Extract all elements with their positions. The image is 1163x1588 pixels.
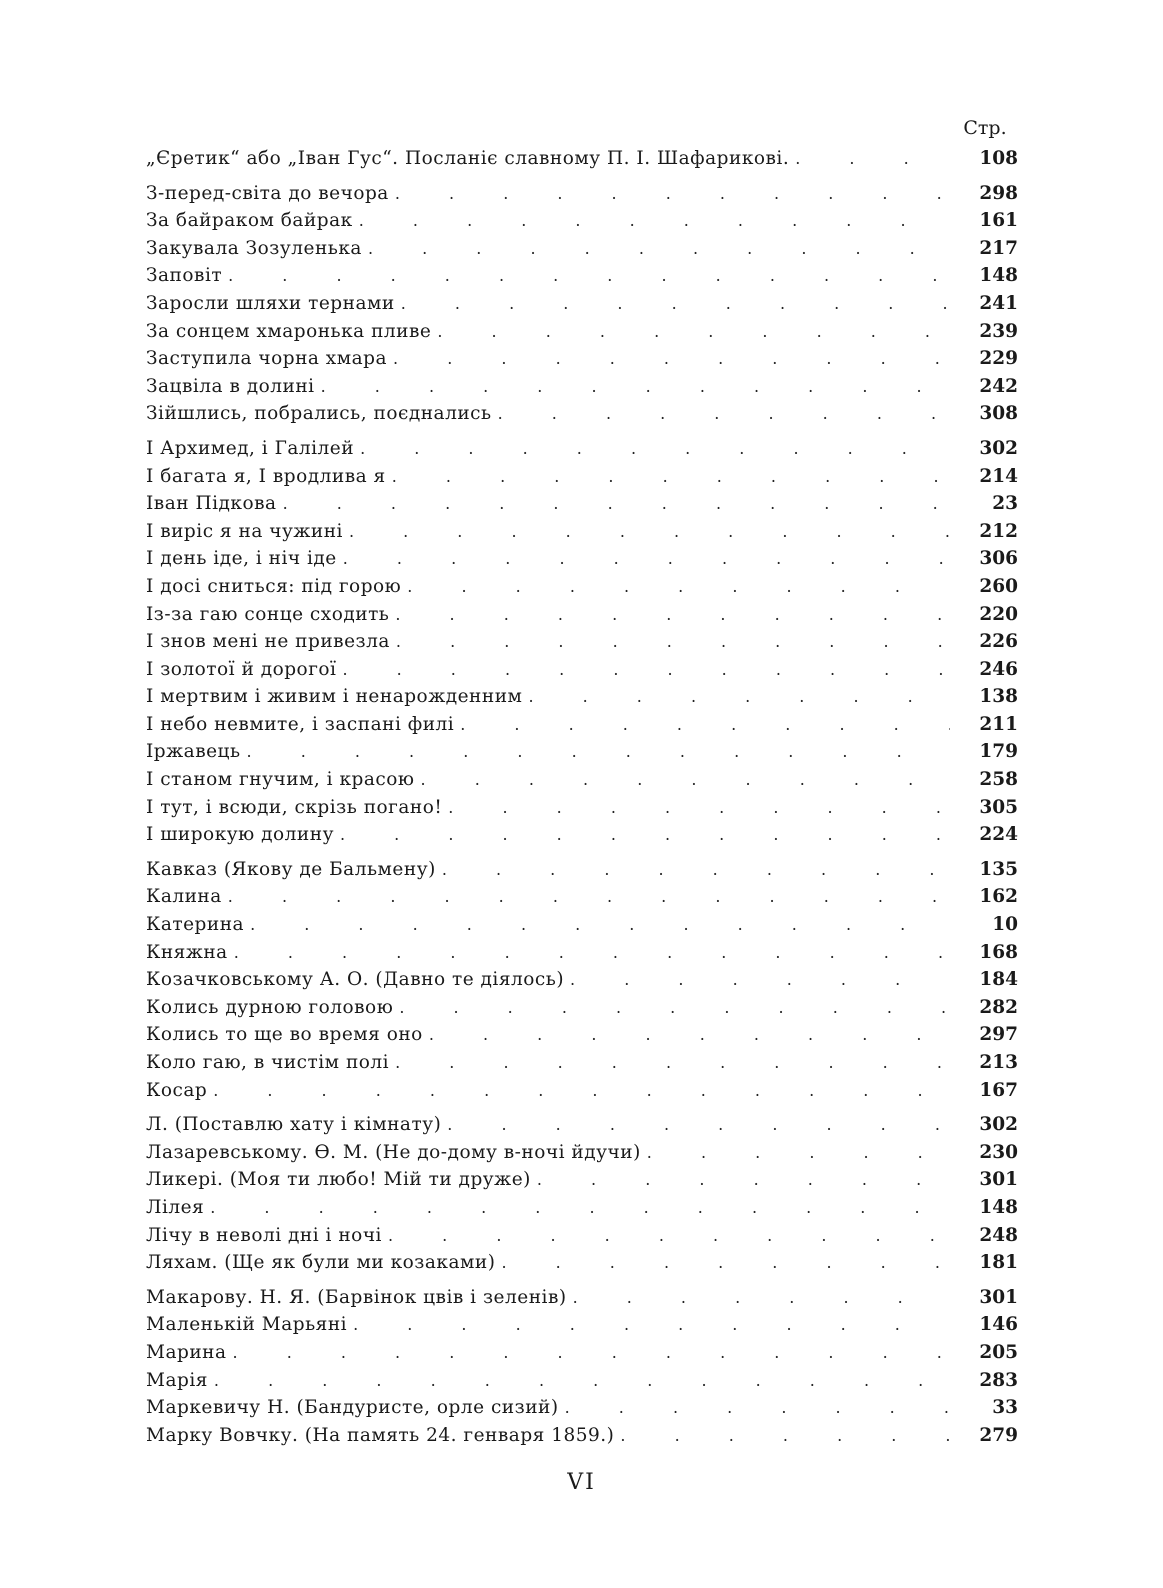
toc-entry-title: Закувала Зозуленька	[146, 237, 362, 259]
toc-entry	[146, 376, 1018, 404]
toc-entry	[146, 797, 1018, 825]
toc-entry-title: Заступила чорна хмара	[146, 348, 388, 370]
toc-entry-title: І день іде, і ніч іде	[146, 548, 337, 570]
toc-entry	[146, 769, 1018, 797]
toc-entry	[146, 183, 1018, 211]
dot-leader	[214, 1371, 950, 1390]
toc-entry	[146, 604, 1018, 632]
toc-entry	[146, 741, 1018, 769]
toc-entry-title: Кавказ (Якову де Бальмену)	[146, 858, 436, 880]
toc-entry-page: 230	[979, 1141, 1018, 1163]
dot-leader	[395, 1053, 950, 1072]
toc-entry	[146, 493, 1018, 521]
toc-entry-page: 302	[979, 437, 1018, 459]
toc-entry-title: Косар	[146, 1079, 208, 1101]
dot-leader	[210, 1198, 950, 1217]
toc-entry-title: Л. (Поставлю хату і кімнату)	[146, 1114, 442, 1136]
toc-entry	[146, 1024, 1018, 1052]
toc-entry-title: За байраком байрак	[146, 210, 353, 232]
toc-entry-title: Калина	[146, 886, 222, 908]
dot-leader	[528, 687, 950, 706]
dot-leader	[395, 184, 950, 203]
toc-group	[146, 438, 1018, 852]
dot-leader	[340, 825, 950, 844]
toc-entry-title: Маркевичу Н. (Бандуристе, орле сизий)	[146, 1397, 559, 1419]
dot-leader	[213, 1081, 950, 1100]
toc-entry-page: 279	[979, 1424, 1018, 1446]
toc-entry	[146, 714, 1018, 742]
toc-entry-page: 184	[979, 969, 1018, 991]
dot-leader	[437, 322, 950, 341]
toc-entry-page: 161	[979, 210, 1018, 232]
toc-entry-title: Іржавець	[146, 741, 241, 763]
toc-entry-page: 301	[979, 1169, 1018, 1191]
toc-entry-title: Із-за гаю сонце сходить	[146, 603, 390, 625]
toc-entry-title: І досі сниться: під горою	[146, 575, 402, 597]
toc-entry-title: Лілея	[146, 1196, 205, 1218]
toc-entry	[146, 686, 1018, 714]
toc-entry-page: 214	[979, 465, 1018, 487]
toc-entry-title: Козачковському А. О. (Давно те діялось)	[146, 969, 565, 991]
toc-entry	[146, 1370, 1018, 1398]
toc-entry-page: 220	[979, 603, 1018, 625]
toc-entry-title: Колись то ще во время оно	[146, 1024, 423, 1046]
dot-leader	[250, 915, 950, 934]
toc-entry-title: За сонцем хмаронька пливе	[146, 320, 432, 342]
toc-entry	[146, 824, 1018, 852]
toc-entry-page: 260	[979, 575, 1018, 597]
dot-leader	[283, 494, 950, 513]
toc-entry-page: 239	[979, 320, 1018, 342]
dot-leader	[388, 1226, 950, 1245]
toc-entry-page: 229	[979, 348, 1018, 370]
dot-leader	[228, 266, 950, 285]
toc-entry-page: 146	[979, 1314, 1018, 1336]
dot-leader	[401, 294, 950, 313]
toc-entry-page: 213	[979, 1052, 1018, 1073]
toc-entry-title: Ликері. (Моя ти любо! Мій ти друже)	[146, 1169, 531, 1191]
dot-leader	[570, 970, 950, 989]
toc-entry-title: І небо невмите, і заспані филі	[146, 713, 455, 735]
toc-entry-page: 305	[979, 796, 1018, 818]
toc-entry-page: 248	[979, 1224, 1018, 1246]
toc-entry	[146, 238, 1018, 266]
toc-group	[146, 183, 1018, 431]
dot-leader	[321, 377, 950, 396]
toc-entry	[146, 1169, 1018, 1197]
toc-entry-title: Лазаревському. Ө. М. (Не до-дому в-ночі йдучи)	[146, 1141, 641, 1163]
toc-group	[146, 859, 1018, 1107]
toc-entry-page: 135	[979, 858, 1018, 880]
toc-entry-page: 138	[979, 686, 1018, 708]
toc-entry-title: Макарову. Н. Я. (Барвінок цвів і зеленів)	[146, 1286, 567, 1308]
toc-entry-title: Іван Підкова	[146, 493, 277, 515]
toc-entry-title: Княжна	[146, 941, 228, 963]
toc-entry	[146, 1080, 1018, 1108]
dot-leader	[399, 998, 950, 1017]
toc-entry	[146, 969, 1018, 997]
toc-entry	[146, 466, 1018, 494]
toc-entry-page: 212	[979, 520, 1018, 542]
toc-entry	[146, 1142, 1018, 1170]
toc-entry-title: Зацвіла в долині	[146, 375, 315, 397]
toc-entry-title: „Єретик“ або „Іван Гус“. Посланіє славному П. І. Шафарикові.	[146, 148, 790, 169]
toc-entry	[146, 403, 1018, 431]
toc-entry-title: І багата я, І вродлива я	[146, 465, 386, 487]
toc-entry	[146, 1287, 1018, 1315]
toc-entry-title: І широкую долину	[146, 824, 334, 846]
dot-leader	[343, 549, 950, 568]
toc-entry-page: 283	[979, 1369, 1018, 1391]
toc-entry	[146, 914, 1018, 942]
toc-entry-page: 306	[979, 548, 1018, 570]
toc-entry-page: 226	[979, 631, 1018, 653]
toc-entry-page: 297	[979, 1024, 1018, 1046]
toc-entry-title: Маленькій Марьяні	[146, 1314, 348, 1336]
toc-entry	[146, 1252, 1018, 1280]
dot-leader	[359, 211, 950, 230]
table-of-contents	[146, 148, 1018, 1459]
toc-entry-title: І Архимед, і Галілей	[146, 437, 355, 459]
toc-entry-page: 242	[979, 375, 1018, 397]
toc-entry-title: І станом гнучим, і красою	[146, 769, 415, 791]
toc-entry-title: І золотої й дорогої	[146, 658, 337, 680]
dot-leader	[442, 860, 950, 879]
page-number-footer: VI	[567, 1470, 596, 1495]
toc-entry	[146, 438, 1018, 466]
toc-entry-page: 246	[979, 658, 1018, 680]
dot-leader	[393, 349, 950, 368]
toc-entry-page: 148	[979, 1196, 1018, 1218]
toc-entry-title: Заросли шляхи тернами	[146, 292, 395, 314]
toc-entry-page: 282	[979, 996, 1018, 1018]
toc-entry-title: Зійшлись, побрались, поєднались	[146, 403, 492, 425]
toc-entry-page: 179	[979, 741, 1018, 763]
toc-entry-page: 33	[992, 1397, 1018, 1419]
toc-entry	[146, 1052, 1018, 1080]
toc-entry	[146, 1225, 1018, 1253]
toc-entry	[146, 210, 1018, 238]
toc-entry	[146, 1425, 1018, 1453]
toc-entry-title: Колись дурною головою	[146, 996, 394, 1018]
toc-entry-title: І тут, і всюди, скрізь погано!	[146, 796, 443, 818]
page-column-header: Стр.	[963, 117, 1007, 139]
dot-leader	[501, 1253, 950, 1272]
toc-entry-page: 302	[979, 1114, 1018, 1136]
toc-entry	[146, 942, 1018, 970]
toc-entry	[146, 1314, 1018, 1342]
toc-entry-page: 181	[979, 1252, 1018, 1274]
toc-group	[146, 148, 1018, 176]
dot-leader	[448, 798, 950, 817]
toc-entry-page: 162	[979, 886, 1018, 908]
toc-entry-title: І мертвим і живим і ненарожденним	[146, 686, 523, 708]
dot-leader	[407, 577, 950, 596]
toc-entry-page: 308	[979, 403, 1018, 425]
toc-group	[146, 1114, 1018, 1280]
toc-entry-page: 168	[979, 941, 1018, 963]
toc-entry-title: Заповіт	[146, 265, 223, 287]
toc-entry	[146, 1114, 1018, 1142]
toc-entry-title: Марина	[146, 1341, 227, 1363]
dot-leader	[573, 1288, 950, 1307]
toc-entry-page: 298	[979, 182, 1018, 204]
toc-entry	[146, 293, 1018, 321]
dot-leader	[498, 404, 950, 423]
toc-entry	[146, 148, 1018, 176]
dot-leader	[234, 943, 950, 962]
toc-entry-title: Катерина	[146, 914, 245, 936]
toc-entry-page: 224	[979, 824, 1018, 846]
dot-leader	[537, 1170, 950, 1189]
dot-leader	[368, 239, 950, 258]
toc-entry-title: І виріс я на чужині	[146, 520, 343, 542]
toc-entry-title: Марку Вовчку. (На память 24. генваря 1859.)	[146, 1424, 615, 1446]
toc-entry-page: 148	[979, 265, 1018, 287]
toc-entry-page: 10	[992, 914, 1018, 936]
dot-leader	[247, 742, 950, 761]
toc-entry-page: 205	[979, 1341, 1018, 1363]
toc-entry-page: 301	[979, 1286, 1018, 1308]
toc-entry	[146, 521, 1018, 549]
toc-entry-page: 211	[979, 713, 1018, 735]
dot-leader	[228, 887, 950, 906]
dot-leader	[429, 1025, 950, 1044]
toc-entry	[146, 859, 1018, 887]
toc-entry	[146, 321, 1018, 349]
dot-leader	[460, 715, 950, 734]
toc-entry-page: 241	[979, 292, 1018, 314]
toc-entry-page: 217	[979, 237, 1018, 259]
dot-leader	[392, 467, 950, 486]
dot-leader	[565, 1398, 950, 1417]
toc-entry-page: 258	[979, 769, 1018, 791]
toc-entry	[146, 631, 1018, 659]
dot-leader	[647, 1143, 950, 1162]
dot-leader	[342, 660, 950, 679]
toc-entry	[146, 548, 1018, 576]
toc-entry-page: 167	[979, 1079, 1018, 1101]
toc-entry	[146, 348, 1018, 376]
toc-entry-title: Марія	[146, 1369, 208, 1391]
dot-leader	[395, 605, 950, 624]
toc-entry	[146, 1197, 1018, 1225]
toc-entry	[146, 265, 1018, 293]
dot-leader	[620, 1426, 950, 1445]
toc-entry-title: Лічу в неволі дні і ночі	[146, 1224, 382, 1246]
toc-entry	[146, 1342, 1018, 1370]
dot-leader	[360, 439, 950, 458]
toc-entry-page: 23	[992, 493, 1018, 515]
toc-entry-title: Коло гаю, в чистім полі	[146, 1052, 390, 1073]
dot-leader	[233, 1343, 950, 1362]
dot-leader	[349, 522, 950, 541]
toc-entry-title: Ляхам. (Ще як були ми козаками)	[146, 1252, 496, 1274]
toc-entry	[146, 997, 1018, 1025]
toc-entry	[146, 1397, 1018, 1425]
toc-entry	[146, 886, 1018, 914]
dot-leader	[421, 770, 950, 789]
toc-entry	[146, 576, 1018, 604]
toc-entry-title: І знов мені не привезла	[146, 631, 390, 653]
dot-leader	[396, 632, 950, 651]
toc-entry-title: З-перед-світа до вечора	[146, 182, 389, 204]
dot-leader	[795, 149, 950, 168]
dot-leader	[447, 1115, 950, 1134]
dot-leader	[353, 1315, 950, 1334]
toc-entry-page: 108	[979, 148, 1018, 169]
toc-entry	[146, 659, 1018, 687]
toc-group	[146, 1287, 1018, 1453]
